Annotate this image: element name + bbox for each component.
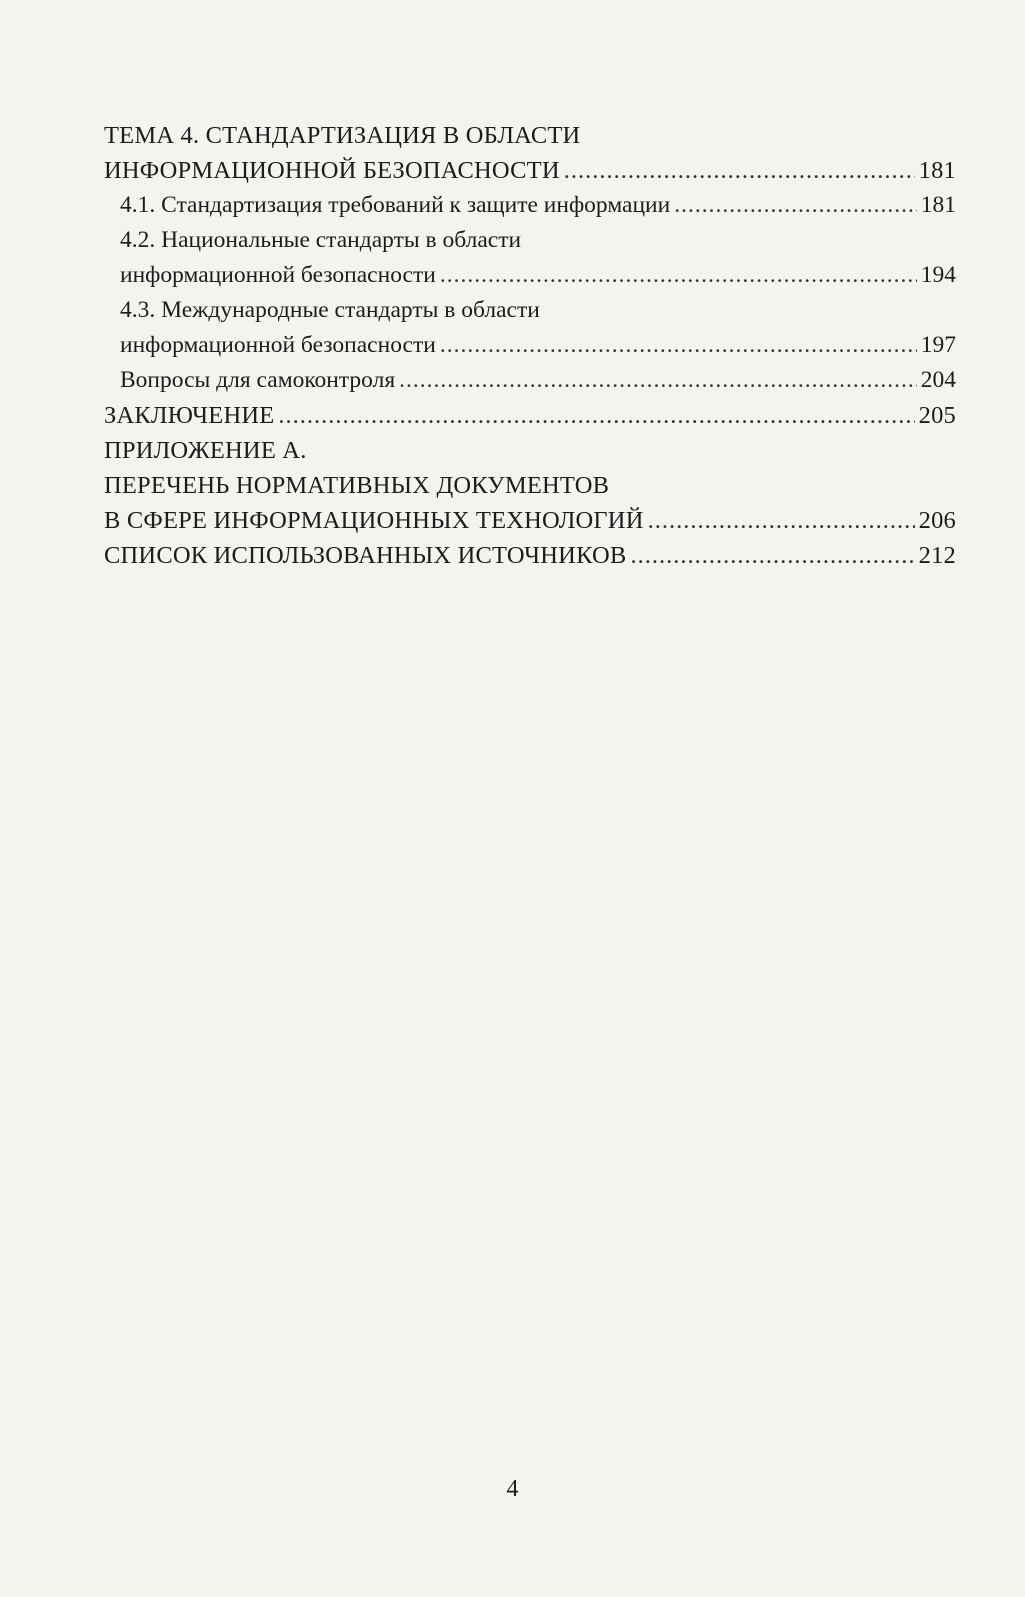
toc-entry-4-2 [104,258,956,293]
toc-entry-title: В СФЕРЕ ИНФОРМАЦИОННЫХ ТЕХНОЛОГИЙ [104,507,644,534]
toc-entry-conclusion [104,398,956,433]
toc-entry-title: ЗАКЛЮЧЕНИЕ [104,402,275,429]
toc-entry-title: 4.1. Стандартизация требований к защите информации [120,192,671,218]
toc-entry-appendix [104,503,956,538]
toc-page-number: 206 [918,507,956,534]
toc-page-number: 205 [918,402,956,429]
toc-entry-title: ИНФОРМАЦИОННОЙ БЕЗОПАСНОСТИ [104,157,560,184]
toc-entry-title: информационной безопасности [120,262,436,288]
dot-leader [440,258,917,293]
dot-leader [630,538,914,573]
toc-entry-questions [104,363,956,398]
dot-leader [674,188,917,223]
dot-leader [440,328,917,363]
toc-entry-appendix-line1 [104,433,956,468]
toc-page-number: 197 [920,332,956,358]
toc-entry-4-3-line1 [104,293,956,328]
toc-entry-appendix-line2 [104,468,956,503]
toc-page-number: 194 [920,262,956,288]
toc-entry-topic4 [104,153,956,188]
toc-entry-title: Вопросы для самоконтроля [120,367,396,393]
toc-entry-4-2-line1 [104,223,956,258]
toc-entry-title: информационной безопасности [120,332,436,358]
toc-page-number: 181 [918,157,956,184]
toc-entry-4-3 [104,328,956,363]
toc-entry-4-1 [104,188,956,223]
page-number: 4 [506,1476,519,1502]
toc-entry-title: ПРИЛОЖЕНИЕ А. [104,437,307,464]
toc-page-number: 181 [920,192,956,218]
table-of-contents [104,118,956,573]
dot-leader [564,153,915,188]
toc-entry-topic4-line1 [104,118,956,153]
dot-leader [648,503,915,538]
toc-page-number: 212 [918,542,956,569]
toc-entry-title: ПЕРЕЧЕНЬ НОРМАТИВНЫХ ДОКУМЕНТОВ [104,472,610,499]
toc-entry-sources [104,538,956,573]
toc-entry-title: 4.2. Национальные стандарты в области [120,227,522,253]
dot-leader [399,363,917,398]
toc-entry-title: СПИСОК ИСПОЛЬЗОВАННЫХ ИСТОЧНИКОВ [104,542,627,569]
toc-entry-title: ТЕМА 4. СТАНДАРТИЗАЦИЯ В ОБЛАСТИ [104,122,581,149]
dot-leader [278,398,914,433]
toc-page-number: 204 [920,367,956,393]
toc-entry-title: 4.3. Международные стандарты в области [120,297,540,323]
